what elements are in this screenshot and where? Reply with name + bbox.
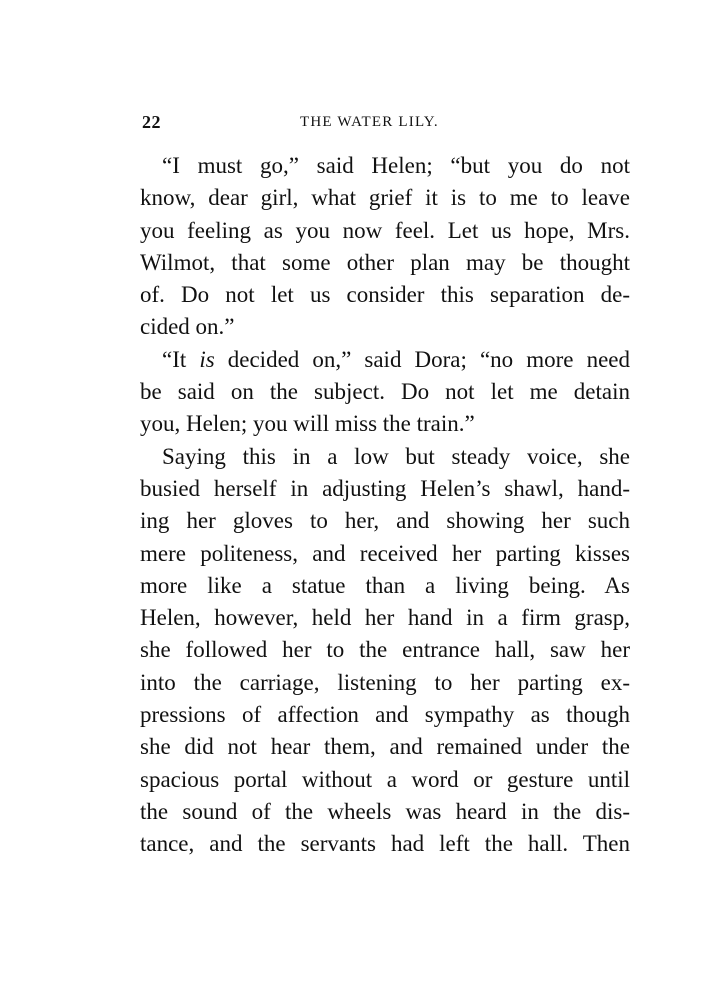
text-line: Saying this in a low but steady voice, she [162, 443, 630, 469]
emphasis: is [199, 346, 215, 372]
text-line: spacious portal without a word or gesture until [140, 766, 630, 792]
body-text [140, 150, 630, 861]
text-line: ing her gloves to her, and showing her such [140, 508, 630, 534]
text-line: mere politeness, and received her parting kisses [140, 540, 630, 566]
text-line: tance, and the servants had left the hall. Then [140, 831, 630, 857]
text-line: the sound of the wheels was heard in the dis- [140, 798, 630, 824]
text-line: cided on.” [140, 314, 235, 340]
text-line: Helen, however, held her hand in a firm grasp, [140, 605, 630, 631]
running-title: THE WATER LILY. [300, 114, 439, 130]
page-number: 22 [142, 112, 161, 132]
text-line: into the carriage, listening to her parting ex- [140, 669, 630, 695]
text-line: busied herself in adjusting Helen’s shawl, hand- [140, 475, 630, 501]
text-line: pressions of affection and sympathy as though [140, 702, 630, 728]
text-line: you feeling as you now feel. Let us hope, Mrs. [140, 217, 630, 243]
text-line: know, dear girl, what grief it is to me to leave [140, 185, 630, 211]
text-line: you, Helen; you will miss the train.” [140, 411, 475, 437]
text-line: “It is decided on,” said Dora; “no more need [162, 346, 630, 372]
text-line: she did not hear them, and remained under the [140, 734, 630, 760]
running-head [142, 112, 630, 136]
text-line: more like a statue than a living being. As [140, 572, 630, 598]
text-line: Wilmot, that some other plan may be thought [140, 249, 630, 275]
text-line: “I must go,” said Helen; “but you do not [162, 153, 630, 178]
text-line: of. Do not let us consider this separation de- [140, 282, 630, 308]
text-line: she followed her to the entrance hall, saw her [140, 637, 630, 663]
text-line: be said on the subject. Do not let me detain [140, 379, 630, 405]
